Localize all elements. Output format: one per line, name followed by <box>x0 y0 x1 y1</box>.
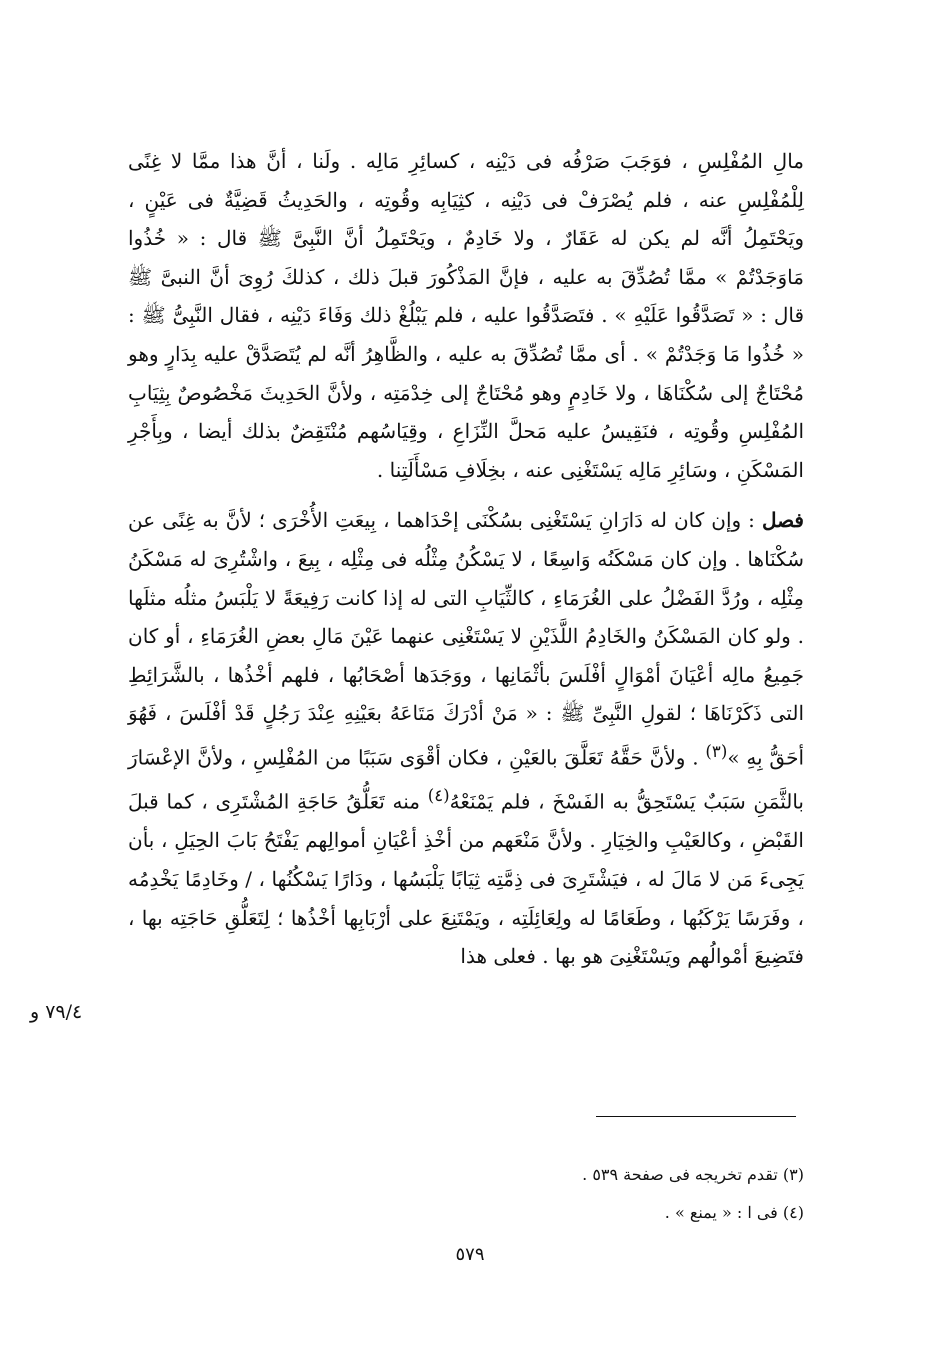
margin-manuscript-reference: ٧٩/٤ و <box>30 1001 83 1023</box>
footnote-marker: (٤) <box>427 786 450 806</box>
footnotes <box>300 1156 804 1232</box>
paragraph-text: : وإن كان له دَارَانِ يَسْتَغْنِى بسُكْنَى إحْدَاهما ، بِيعَتِ الأُخْرَى ؛ لأنَّ به غِنًى عن سُكْنَاها . وإن كان مَسْكَنُه وَاسِعًا ، لا يَسْكُنُ مِثْلُه فى مِثْلِه ، بِيعَ ، واشْتُرِىَ له مَسْكَنُ مِثْلِه ، ورُدَّ الفَضْلُ على الغُرَمَاءِ ، كالثِّيَابِ التى له إذا كانت رَفِيعَةً لا يَلْبَسُ مثلُه مثلَها . ولو كان المَسْكَنُ والخَادِمُ اللَّذَيْنِ لا يَسْتَغْنِى عنهما عَيْنَ مَالِ بعضِ الغُرَمَاءِ ، أو كان جَمِيعُ مالِه أعْيَانَ أمْوَالٍ أفْلَسَ بأثْمَانِها ، ووَجَدَها أصْحَابُها ، فلهم أخْذُها ، بالشَّرَائِطِ التى ذَكَرْنَاهَا ؛ لقولِ النَّبِىِّ ﷺ : « مَنْ أدْرَكَ مَتَاعَهُ بعَيْنِهِ عِنْدَ رَجُلٍ قَدْ أفْلَسَ ، فَهُوَ أحَقُّ بِهِ » <box>128 508 804 770</box>
main-text <box>128 142 804 976</box>
section-paragraph <box>128 501 804 975</box>
paragraph-text: . ولأنَّ حَقَّهُ تَعَلَّقَ بالعَيْنِ ، فكان أقْوَى سَبَبًا من المُفْلِسِ ، ولأنَّ الإعْسَارَ بالثَّمَنِ سَبَبٌ يَسْتَحِقُّ به الفَسْخَ ، فلم يَمْنَعْهُ <box>128 745 804 814</box>
footnote: (٣) تقدم تخريجه فى صفحة ٥٣٩ . <box>582 1165 804 1184</box>
paragraph <box>128 142 804 489</box>
page-number: ٥٧٩ <box>455 1244 485 1265</box>
paragraph-text: منه تَعَلُّقُ حَاجَةِ المُشْتَرِى ، كما قبلَ القَبْضِ ، وكالعَيْبِ والخِيَارِ . ولأنَّ مَنْعَهم من أخْذِ أعْيَانِ أموالِهم يَفْتَحُ بَابَ الحِيَلِ ، بأن يَجِىءَ مَن لا مَالَ له ، فيَشْتَرِىَ فى ذِمَّتِه ثِيَابًا يَلْبَسُها ، ودَارًا يَسْكُنُها ، / وخَادِمًا يَخْدِمُه ، وفَرَسًا يَرْكَبُها ، وطَعَامًا له ولِعَائِلَتِه ، ويَمْتَنِعَ على أرْبَابِها أخْذُها ؛ لِتَعَلُّقِ حَاجَتِه بها ، فتَضِيعَ أمْوالُهم ويَسْتَغْنِىَ هو بها . فعلى هذا <box>128 789 804 969</box>
section-heading: فصل <box>761 508 804 533</box>
footnote-divider <box>596 1116 796 1117</box>
paragraph-text: مالِ المُفْلِسِ ، فوَجَبَ صَرْفُه فى دَيْنِه ، كسائِرِ مَالِه . ولَنا ، أنَّ هذا ممَّا لا غِنًى لِلْمُفْلِسِ عنه ، فلم يُصْرَفْ فى دَيْنِه ، كثِيَابِه وقُوتِه ، والحَدِيثُ قَضِيَّةٌ فى عَيْنٍ ، ويَحْتَمِلُ أنَّه لم يكن له عَقَارٌ ، ولا خَادِمٌ ، ويَحْتَمِلُ أنَّ النَّبِىَّ ﷺ قال : « خُذُوا مَاوَجَدْتُمْ » ممَّا تُصُدِّقَ به عليه ، فإنَّ المَذْكُورَ قبلَ ذلك ، كذلكَ رُوِىَ أنَّ النبىَّ ﷺ قال : « تَصَدَّقُوا عَلَيْهِ » . فتَصَدَّقُوا عليه ، فلم يَبْلُغْ ذلك وَفَاءَ دَيْنِه ، فقال النَّبِىُّ ﷺ : « خُذُوا مَا وَجَدْتُمْ » . أى ممَّا تُصُدِّقَ به عليه ، والظَّاهِرُ أنَّه لم يُتَصَدَّقْ عليه بِدَارٍ وهو مُحْتَاجٌ إلى سُكْنَاهَا ، ولا خَادِمٍ وهو مُحْتَاجٌ إلى خِدْمَتِه ، ولأنَّ الحَدِيثَ مَخْصُوصٌ بِثِيَابِ المُفْلِسِ وقُوتِه ، فنَقِيسُ عليه مَحلَّ النِّزَاعِ ، وقِيَاسُهم مُنْتَقِضٌ بذلك أيضا ، وبِأَجْرِ المَسْكَنِ ، وسَائِرِ مَالِه يَسْتَغْنِى عنه ، بخِلَافِ مَسْأَلَتِنا . <box>128 149 804 482</box>
footnote-marker: (٣) <box>705 741 728 761</box>
footnote: (٤) فى ا : « يمنع » . <box>664 1203 804 1222</box>
